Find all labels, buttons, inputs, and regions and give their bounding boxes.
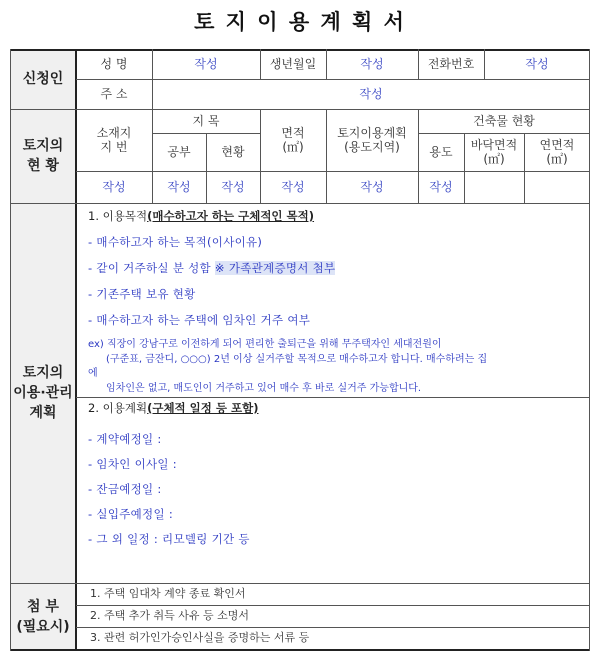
location-value[interactable]: 작성 [102,180,126,194]
phone-value[interactable]: 작성 [525,57,549,71]
attachment-item: 1. 주택 임대차 계약 종료 확인서 [90,587,246,600]
name-value[interactable]: 작성 [194,57,218,71]
grid-line [76,79,590,80]
total-floor-area-label: 연면적 (㎡) [539,138,575,166]
example-line: ex) 직장이 강남구로 이전하게 되어 편리한 출퇴근을 위해 무주택자인 세대전원이 [88,339,442,350]
grid-line [76,627,590,628]
grid-line [10,109,590,110]
schedule-item: - 실입주예정일 : [88,507,173,521]
address-label: 주 소 [100,87,128,101]
example-line: (구준표, 금잔디, ○○○) 2년 이상 실거주할 목적으로 매수하고자 합니다. 매수하려는 집 [106,354,488,365]
land-status-header: 토지의 현 황 [10,109,76,203]
jimok-public-value[interactable]: 작성 [167,180,191,194]
grid-line [10,203,590,204]
address-value[interactable]: 작성 [359,87,383,101]
grid-line [76,397,590,398]
example-line: 에 [88,368,98,379]
example-line: 임차인은 없고, 매도인이 거주하고 있어 매수 후 바로 실거주 가능합니다. [106,383,422,394]
name-label: 성 명 [100,57,128,71]
table-bottom-border [10,649,590,651]
grid-line [418,109,419,203]
grid-line [464,133,465,203]
grid-line [260,109,261,203]
attachment-item: 2. 주택 추가 취득 사유 등 소명서 [90,609,249,622]
purpose-item: - 기존주택 보유 현황 [88,287,196,301]
floor-area-label: 바닥면적 (㎡) [470,138,518,166]
grid-line [484,49,485,79]
grid-line [418,49,419,79]
land-use-plan-form [10,49,590,651]
schedule-heading: 2. 이용계획(구체적 일정 등 포함) [88,401,259,415]
schedule-item: - 그 외 일정 : 리모델링 기간 등 [88,532,250,546]
land-use-plan-header: 토지의 이용·관리 계획 [10,203,76,583]
grid-line [10,583,590,584]
birthdate-value[interactable]: 작성 [360,57,384,71]
family-certificate-note: ※ 가족관계증명서 첨부 [214,261,336,275]
jimok-current-value[interactable]: 작성 [221,180,245,194]
phone-label: 전화번호 [427,57,475,71]
area-value[interactable]: 작성 [281,180,305,194]
schedule-item: - 잔금예정일 : [88,482,162,496]
jimok-public-label: 공부 [167,145,191,159]
land-use-zoning-value[interactable]: 작성 [360,180,384,194]
grid-line [260,49,261,79]
document-title: 토 지 이 용 계 획 서 [194,10,406,34]
attachment-header: 첨 부 (필요시) [10,583,76,651]
table-right-border [589,49,590,651]
grid-line [326,109,327,203]
land-use-zoning-label: 토지이용계획 (용도지역) [337,126,407,154]
schedule-item: - 임차인 이사일 : [88,457,177,471]
location-label: 소재지 지 번 [96,126,132,154]
attachment-item: 3. 관련 허가인가승인사실을 증명하는 서류 등 [90,631,310,644]
grid-line [76,171,590,172]
schedule-item: - 계약예정일 : [88,432,162,446]
grid-line [326,49,327,79]
purpose-heading: 1. 이용목적(매수하고자 하는 구체적인 목적) [88,209,315,223]
grid-line [152,49,153,203]
birthdate-label: 생년월일 [269,57,317,71]
purpose-item: - 같이 거주하실 분 성함 ※ 가족관계증명서 첨부 [88,261,336,275]
grid-line [524,133,525,203]
grid-line [206,133,207,203]
grid-line [76,605,590,606]
purpose-item: - 매수하고자 하는 주택에 임차인 거주 여부 [88,313,311,327]
jimok-label: 지 목 [192,114,220,128]
area-label: 면적 (㎡) [281,126,305,154]
building-use-label: 용도 [429,145,453,159]
table-top-border [10,49,590,51]
applicant-header: 신청인 [10,49,76,109]
building-use-value[interactable]: 작성 [429,180,453,194]
header-column-border [75,49,77,651]
jimok-current-label: 현황 [221,145,245,159]
grid-line [418,133,590,134]
table-left-border [10,49,11,651]
purpose-item: - 매수하고자 하는 목적(이사이유) [88,235,263,249]
building-status-label: 건축물 현황 [473,114,535,128]
